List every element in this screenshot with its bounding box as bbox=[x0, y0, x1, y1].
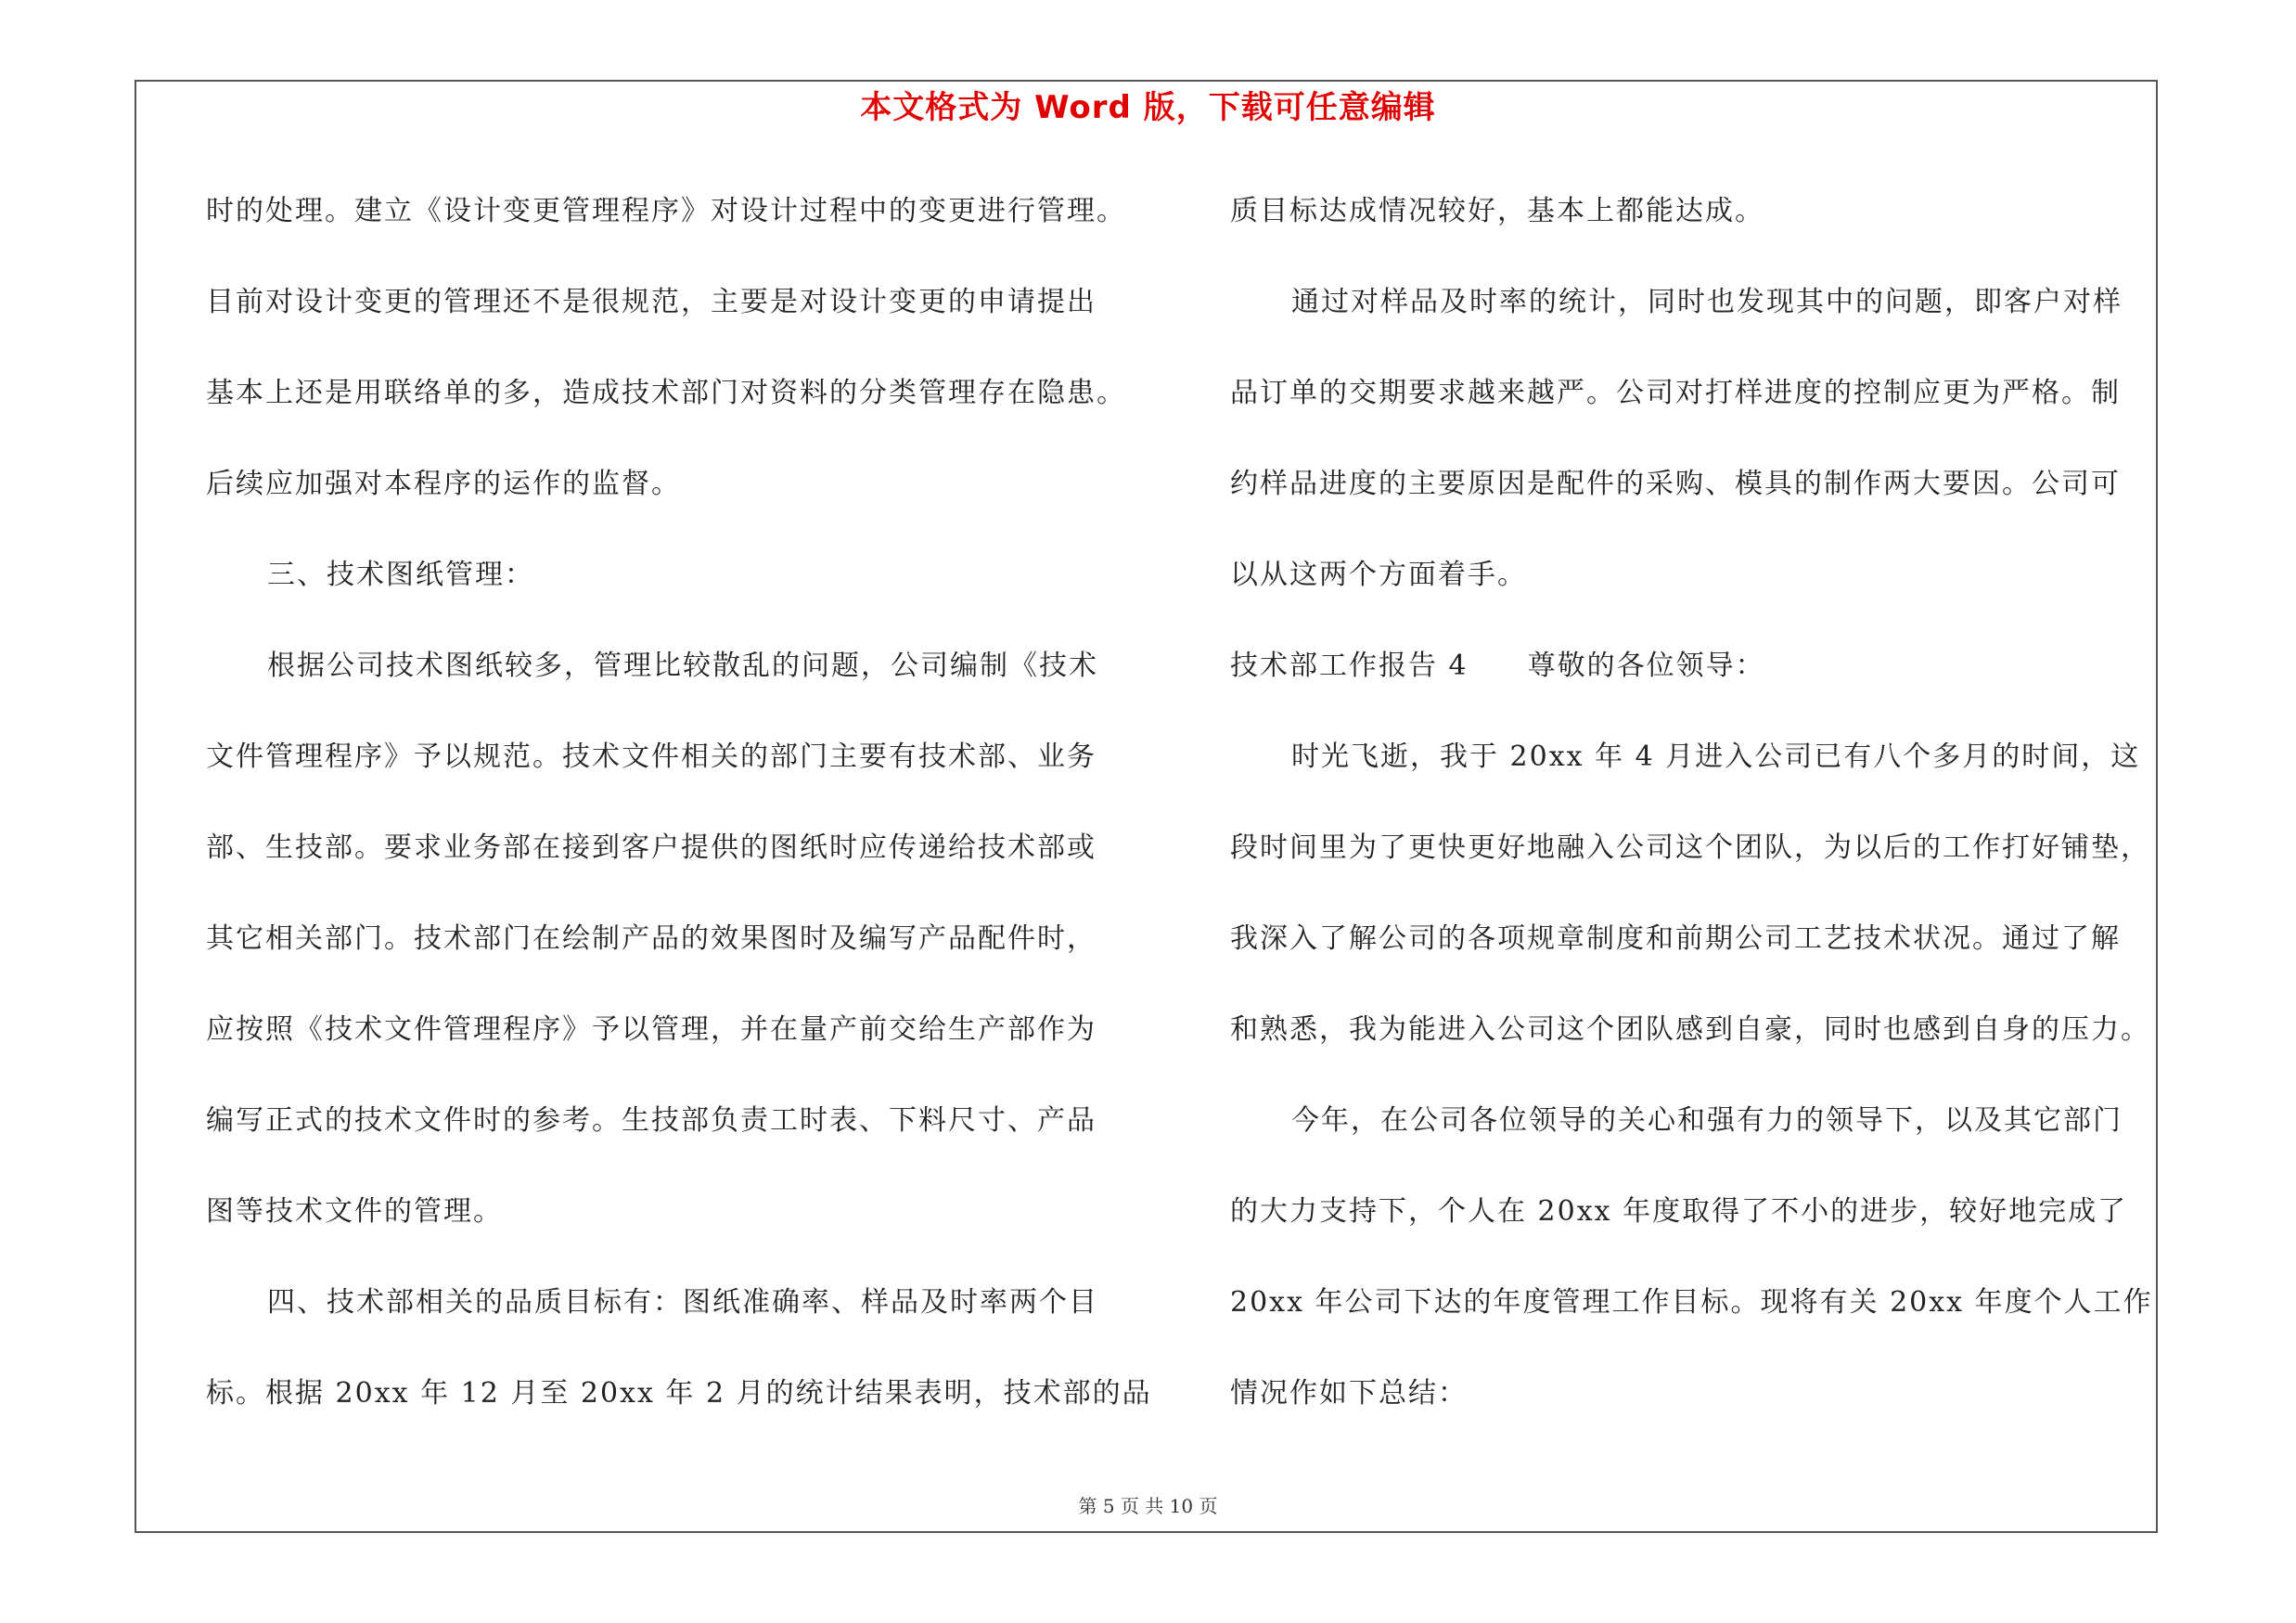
paragraph-line: 时的处理。建立《设计变更管理程序》对设计过程中的变更进行管理。 bbox=[206, 195, 1126, 227]
paragraph-line: 今年，在公司各位领导的关心和强有力的领导下，以及其它部门 bbox=[1291, 1104, 2123, 1137]
page-number-footer: 第 5 页 共 10 页 bbox=[1078, 1495, 1218, 1517]
paragraph-line: 文件管理程序》予以规范。技术文件相关的部门主要有技术部、业务 bbox=[206, 741, 1097, 773]
report-title-line: 技术部工作报告 4 尊敬的各位领导： bbox=[1230, 650, 1765, 682]
paragraph-line: 质目标达成情况较好，基本上都能达成。 bbox=[1230, 195, 1764, 227]
paragraph-line: 我深入了解公司的各项规章制度和前期公司工艺技术状况。通过了解 bbox=[1230, 922, 2121, 955]
paragraph-line: 四、技术部相关的品质目标有：图纸准确率、样品及时率两个目 bbox=[267, 1286, 1098, 1319]
paragraph-line: 时光飞逝，我于 20xx 年 4 月进入公司已有八个多月的时间，这 bbox=[1291, 741, 2141, 773]
paragraph-line: 部、生技部。要求业务部在接到客户提供的图纸时应传递给技术部或 bbox=[206, 831, 1097, 864]
paragraph-line: 后续应加强对本程序的运作的监督。 bbox=[206, 468, 681, 500]
paragraph-line: 以从这两个方面着手。 bbox=[1230, 559, 1527, 591]
paragraph-line: 情况作如下总结： bbox=[1230, 1377, 1468, 1410]
right-column bbox=[1230, 181, 2158, 1454]
paragraph-line: 根据公司技术图纸较多，管理比较散乱的问题，公司编制《技术 bbox=[267, 650, 1098, 682]
paragraph-line: 和熟悉，我为能进入公司这个团队感到自豪，同时也感到自身的压力。 bbox=[1230, 1013, 2150, 1046]
paragraph-line: 约样品进度的主要原因是配件的采购、模具的制作两大要因。公司可 bbox=[1230, 468, 2121, 500]
paragraph-line: 目前对设计变更的管理还不是很规范，主要是对设计变更的申请提出 bbox=[206, 286, 1097, 318]
section-heading: 三、技术图纸管理： bbox=[267, 559, 534, 591]
paragraph-line: 品订单的交期要求越来越严。公司对打样进度的控制应更为严格。制 bbox=[1230, 377, 2121, 409]
paragraph-line: 基本上还是用联络单的多，造成技术部门对资料的分类管理存在隐患。 bbox=[206, 377, 1126, 409]
paragraph-line: 图等技术文件的管理。 bbox=[206, 1195, 503, 1228]
paragraph-line: 应按照《技术文件管理程序》予以管理，并在量产前交给生产部作为 bbox=[206, 1013, 1097, 1046]
paragraph-line: 的大力支持下，个人在 20xx 年度取得了不小的进步，较好地完成了 bbox=[1230, 1195, 2128, 1228]
paragraph-line: 标。根据 20xx 年 12 月至 20xx 年 2 月的统计结果表明，技术部的品 bbox=[206, 1377, 1152, 1410]
paragraph-line: 段时间里为了更快更好地融入公司这个团队，为以后的工作打好铺垫， bbox=[1230, 831, 2150, 864]
page-banner: 本文格式为 Word 版，下载可任意编辑 bbox=[860, 89, 1436, 126]
paragraph-line: 其它相关部门。技术部门在绘制产品的效果图时及编写产品配件时， bbox=[206, 922, 1097, 955]
paragraph-line: 编写正式的技术文件时的参考。生技部负责工时表、下料尺寸、产品 bbox=[206, 1104, 1097, 1137]
paragraph-line: 20xx 年公司下达的年度管理工作目标。现将有关 20xx 年度个人工作 bbox=[1230, 1286, 2153, 1319]
paragraph-line: 通过对样品及时率的统计，同时也发现其中的问题，即客户对样 bbox=[1291, 286, 2123, 318]
left-column bbox=[206, 181, 1171, 1454]
